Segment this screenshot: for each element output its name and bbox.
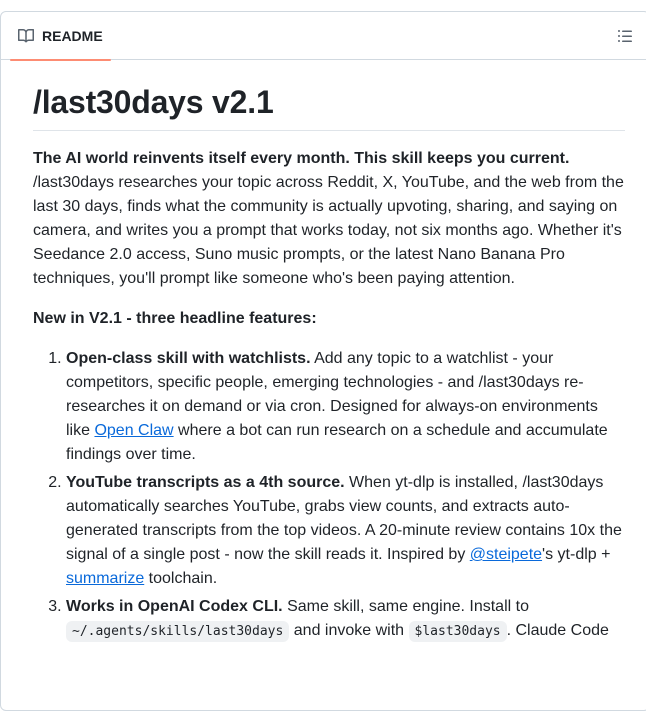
feature-title: Open-class skill with watchlists. — [66, 350, 311, 367]
feature-text: Add any topic to a watchlist - your competitors, specific people, emerging technologies - and /last30days re-researches it on demand or via cron. Designed for always-on environments like — [66, 350, 598, 439]
feature-text: 's yt-dlp + — [542, 546, 611, 563]
page-title: /last30days v2.1 — [33, 60, 625, 131]
intro-paragraph — [33, 147, 625, 291]
list-unordered-icon[interactable] — [617, 28, 633, 44]
readme-tabbar — [1, 12, 646, 60]
intro-tagline: The AI world reinvents itself every month. This skill keeps you current. — [33, 150, 570, 167]
open-claw-link[interactable]: Open Claw — [94, 422, 174, 439]
list-item — [66, 471, 625, 591]
feature-text: . Claude Code — [506, 622, 609, 639]
book-icon — [18, 28, 34, 44]
feature-title: Works in OpenAI Codex CLI. — [66, 598, 283, 615]
new-in-heading: New in V2.1 - three headline features: — [33, 310, 317, 327]
intro-text: /last30days researches your topic across Reddit, X, YouTube, and the web from the last 30 days, finds what the community is actually upvoting, sharing, and saying on camera, and writes you a prompt that works today, not six months ago. Whether it's Seedance 2.0 access, Suno music prompts, or the latest Nano Banana Pro techniques, you'll prompt like someone who's been paying attention. — [33, 174, 624, 287]
feature-text: where a bot can run research on a schedule and accumulate findings over time. — [66, 422, 608, 463]
readme-content — [33, 60, 625, 648]
feature-text: When yt-dlp is installed, /last30days automatically searches YouTube, grabs view counts, and extracts auto-generated transcripts from the top videos. A 20-minute review contains 10x the signal of a single post - now the skill reads it. Inspired by — [66, 474, 622, 563]
feature-text: toolchain. — [144, 570, 218, 587]
list-item — [66, 595, 625, 644]
install-path-code: ~/.agents/skills/last30days — [66, 621, 289, 642]
list-item — [66, 347, 625, 467]
invoke-command-code: $last30days — [409, 621, 507, 642]
tab-readme-label: README — [42, 28, 103, 44]
summarize-link[interactable]: summarize — [66, 570, 145, 587]
feature-list — [33, 347, 625, 644]
feature-title: YouTube transcripts as a 4th source. — [66, 474, 345, 491]
feature-text: and invoke with — [289, 622, 409, 639]
tab-readme[interactable] — [10, 12, 111, 60]
feature-text: Same skill, same engine. Install to — [282, 598, 529, 615]
steipete-link[interactable]: @steipete — [469, 546, 543, 563]
